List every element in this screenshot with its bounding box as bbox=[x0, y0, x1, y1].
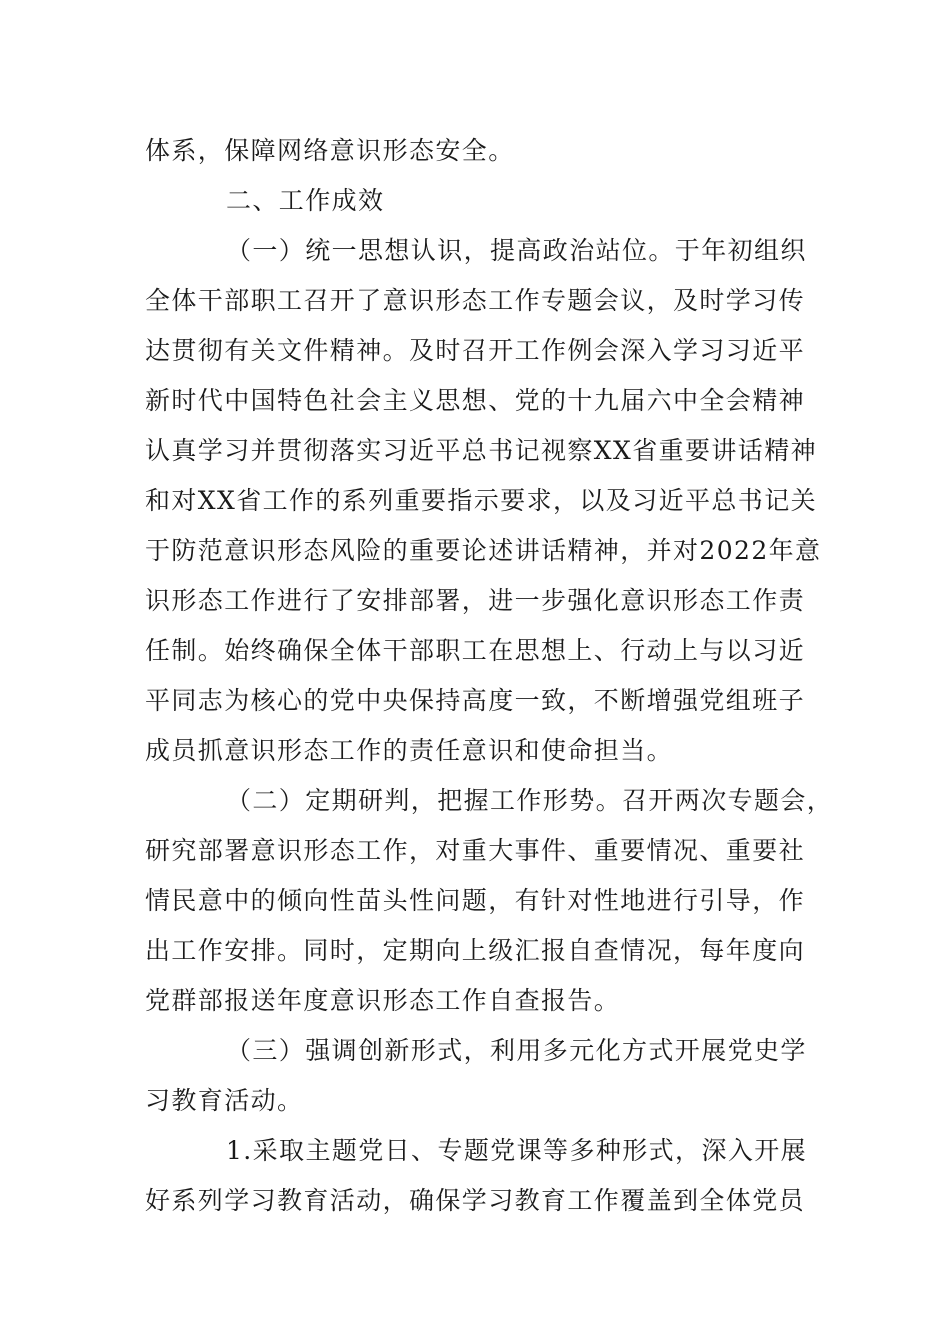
text-line: 研究部署意识形态工作，对重大事件、重要情况、重要社 bbox=[145, 836, 806, 865]
text-line: 认真学习并贯彻落实习近平总书记视察XX省重要讲话精神 bbox=[145, 436, 817, 465]
text-line: 好系列学习教育活动，确保学习教育工作覆盖到全体党员 bbox=[145, 1186, 806, 1215]
text-line: 出工作安排。同时，定期向上级汇报自查情况，每年度向 bbox=[145, 936, 806, 965]
text-line: 习教育活动。 bbox=[145, 1086, 304, 1115]
section-heading: 二、工作成效 bbox=[226, 186, 385, 215]
subsection-heading: （二）定期研判，把握工作形势。召开两次专题会， bbox=[226, 786, 834, 815]
text-line: 新时代中国特色社会主义思想、党的十九届六中全会精神 bbox=[145, 386, 806, 415]
text-line: 平同志为核心的党中央保持高度一致，不断增强党组班子 bbox=[145, 686, 806, 715]
text-line: 体系，保障网络意识形态安全。 bbox=[145, 136, 515, 165]
text-line: 情民意中的倾向性苗头性问题，有针对性地进行引导，作 bbox=[145, 886, 806, 915]
text-line: 识形态工作进行了安排部署，进一步强化意识形态工作责 bbox=[145, 586, 806, 615]
text-line: 和对XX省工作的系列重要指示要求，以及习近平总书记关 bbox=[145, 486, 817, 515]
numbered-item: 1.采取主题党日、专题党课等多种形式，深入开展 bbox=[226, 1136, 808, 1165]
text-line: 党群部报送年度意识形态工作自查报告。 bbox=[145, 986, 621, 1015]
text-line: 于防范意识形态风险的重要论述讲话精神，并对2022年意 bbox=[145, 536, 822, 565]
text-line: 任制。始终确保全体干部职工在思想上、行动上与以习近 bbox=[145, 636, 806, 665]
text-line: 全体干部职工召开了意识形态工作专题会议，及时学习传 bbox=[145, 286, 806, 315]
subsection-heading: （三）强调创新形式，利用多元化方式开展党史学 bbox=[226, 1036, 807, 1065]
text-line: 成员抓意识形态工作的责任意识和使命担当。 bbox=[145, 736, 674, 765]
text-line: 达贯彻有关文件精神。及时召开工作例会深入学习习近平 bbox=[145, 336, 806, 365]
subsection-heading: （一）统一思想认识，提高政治站位。于年初组织 bbox=[226, 236, 807, 265]
